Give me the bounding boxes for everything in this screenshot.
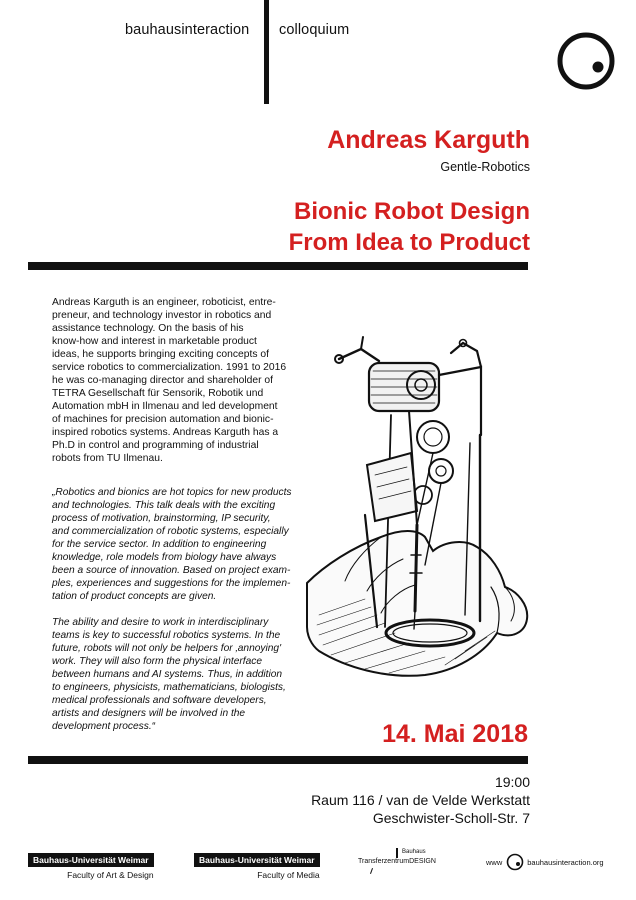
footer-logo-subtitle: Faculty of Media [257, 870, 320, 880]
footer-logo-media [194, 853, 320, 880]
abstract-line: and technologies. This talk deals with the exciting [52, 500, 276, 511]
bio-line: Andreas Karguth is an engineer, roboticist, entre- [52, 297, 276, 308]
abstract-line: been a source of innovation. Based on project exam- [52, 565, 291, 576]
footer-website[interactable] [486, 854, 604, 870]
transferzentrum-top-label: Bauhaus [402, 849, 426, 855]
event-date: 14. Mai 2018 [382, 720, 528, 748]
abstract-line: process of motivation, brainstorming, IP security, [52, 513, 271, 524]
abstract-line: medical professionals and software developers, [52, 695, 267, 706]
abstract-line: „Robotics and bionics are hot topics for new products [52, 487, 292, 498]
bio-line: Automation mbH in Ilmenau and led development [52, 401, 278, 412]
bio-line: robots from TU Ilmenau. [52, 453, 163, 464]
abstract-line: knowledge, role models from biology have always [52, 552, 277, 563]
website-domain[interactable]: bauhausinteraction.org [527, 857, 604, 867]
header-vertical-bar [264, 0, 269, 104]
top-divider-bar [28, 262, 528, 270]
bauhausinteraction-small-logo-icon [506, 853, 524, 871]
abstract-line: work. They will also form the physical interface [52, 656, 263, 667]
bio-line: ideas, he supports bringing exciting concepts of [52, 349, 269, 360]
bio-line: inspired robotics systems. Andreas Karguth has a [52, 427, 279, 438]
footer-logo-title: Bauhaus-Universität Weimar [28, 853, 154, 867]
footer-logo-title: Bauhaus-Universität Weimar [194, 853, 320, 867]
header-left-label: bauhausinteraction [125, 22, 250, 38]
abstract-line: ples, experiences and suggestions for the implemen- [52, 578, 291, 589]
website-prefix: www [486, 857, 503, 867]
header-right-label: colloquium [279, 22, 350, 38]
bio-line: know-how and interest in marketable product [52, 336, 257, 347]
abstract-line: teams is key to successful robotics systems. In the [52, 630, 281, 641]
talk-abstract [52, 486, 307, 746]
abstract-line: to engineers, physicists, mathematicians, biologists, [52, 682, 286, 693]
talk-title-line: From Idea to Product [288, 229, 530, 256]
abstract-line: and commercialization of robotic systems, especially [52, 526, 289, 537]
talk-title [289, 196, 530, 258]
speaker-bio [52, 296, 292, 465]
transferzentrum-label: TransferzentrumDESIGN [358, 858, 436, 865]
event-address: Geschwister-Scholl-Str. 7 [372, 810, 530, 826]
bio-line: he was co-managing director and shareholder of [52, 375, 273, 386]
bottom-divider-bar [28, 756, 528, 764]
footer-logo-subtitle: Faculty of Art & Design [67, 870, 154, 880]
transferzentrum-mark [396, 848, 398, 858]
abstract-line: development process.“ [52, 721, 156, 732]
bio-line: TETRA Gesellschaft für Sensorik, Robotik und [52, 388, 264, 399]
abstract-line: for the service sector. In addition to engineering [52, 539, 267, 550]
bio-line: of machines for precision automation and bionic- [52, 414, 274, 425]
event-time: 19:00 [494, 774, 530, 790]
footer-logo-art-design [28, 853, 154, 880]
speaker-name: Andreas Karguth [327, 126, 530, 154]
speaker-affiliation: Gentle-Robotics [440, 160, 530, 174]
transferzentrum-slash [370, 868, 373, 874]
event-room: Raum 116 / van de Velde Werkstatt [311, 792, 530, 808]
bio-line: assistance technology. On the basis of his [52, 323, 244, 334]
abstract-line: between humans and AI systems. Thus, in addition [52, 669, 283, 680]
hand-holding-drawing-machine-illustration [305, 315, 535, 690]
abstract-line: future, robots will not only be helpers for ‚annoying' [52, 643, 282, 654]
abstract-line: tation of product concepts are given. [52, 591, 217, 602]
bauhausinteraction-logo-icon [555, 30, 617, 92]
abstract-line: artists and designers will be involved in the [52, 708, 246, 719]
abstract-line: The ability and desire to work in interdisciplinary [52, 617, 269, 628]
bio-line: preneur, and technology investor in robotics and [52, 310, 272, 321]
talk-title-line: Bionic Robot Design [294, 198, 530, 225]
bio-line: Ph.D in control and programming of industrial [52, 440, 259, 451]
bio-line: service robotics to commercialization. 1991 to 2016 [52, 362, 287, 373]
